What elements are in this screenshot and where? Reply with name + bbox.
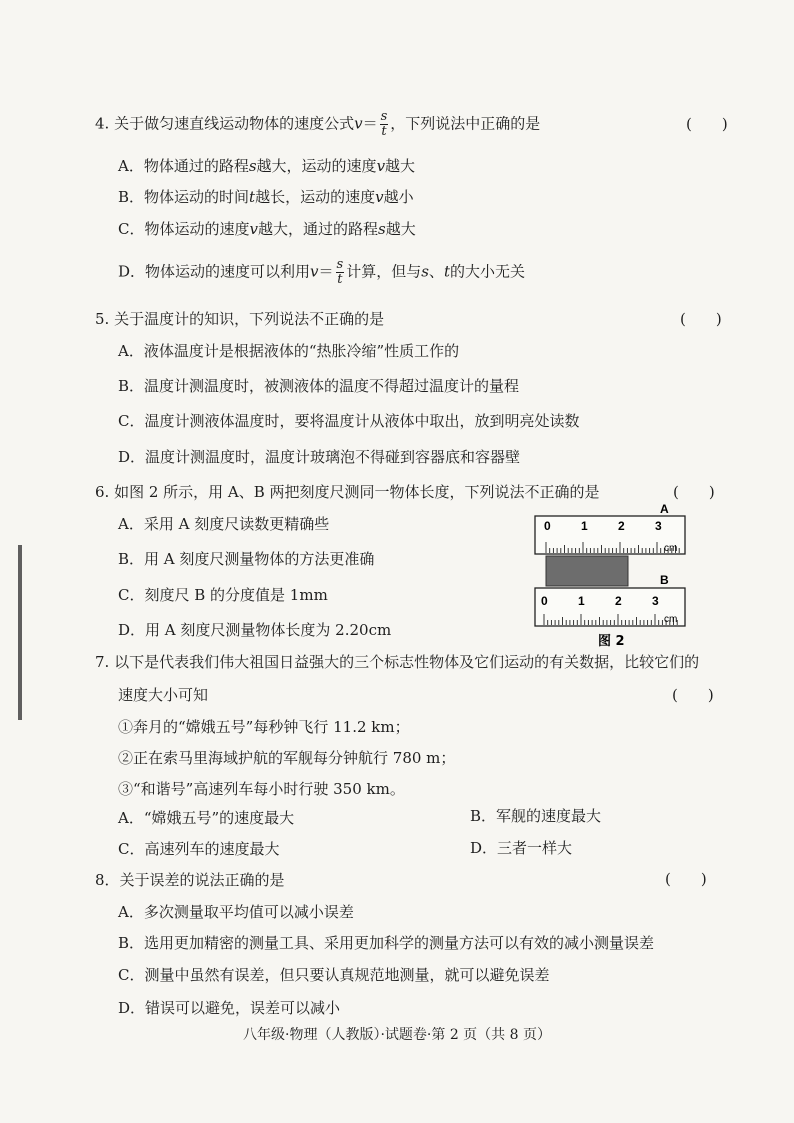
q7-item-2: ②正在索马里海域护航的军舰每分钟航行 780 m； <box>118 749 456 767</box>
q7-option-b: B．军舰的速度最大 <box>470 807 602 825</box>
figure-2-rulers <box>530 500 695 650</box>
q8-option-a: A．多次测量取平均值可以减小误差 <box>118 903 354 921</box>
q8-option-b: B．选用更加精密的测量工具、采用更加科学的测量方法可以有效的减小测量误差 <box>118 934 655 952</box>
ruler-a-label: A <box>660 502 669 516</box>
ruler-b-tick-0: 0 <box>541 594 548 608</box>
q4-option-b: B．物体运动的时间t越长，运动的速度v越小 <box>118 188 414 206</box>
q5-option-a: A．液体温度计是根据液体的“热胀冷缩”性质工作的 <box>118 342 460 360</box>
q7-stem-line1: 7. 以下是代表我们伟大祖国日益强大的三个标志性物体及它们运动的有关数据，比较它们的 <box>95 653 700 671</box>
q4-answer-bracket: ( ) <box>686 115 728 133</box>
q7-option-d: D．三者一样大 <box>470 839 573 857</box>
ruler-a-tick-0: 0 <box>544 519 551 533</box>
q4-option-c: C．物体运动的速度v越大，通过的路程s越大 <box>118 220 416 238</box>
q7-item-3: ③“和谐号”高速列车每小时行驶 350 km。 <box>118 780 405 798</box>
q6-answer-bracket: ( ) <box>673 483 715 501</box>
q4-d-fraction: $\frac{s}{t}$ <box>336 257 344 287</box>
ruler-a-tick-2: 2 <box>618 519 625 533</box>
ruler-b-tick-3: 3 <box>652 594 659 608</box>
q6-stem: 6. 如图 2 所示，用 A、B 两把刻度尺测同一物体长度，下列说法不正确的是 <box>95 483 600 501</box>
q5-answer-bracket: ( ) <box>680 310 722 328</box>
q5-option-c: C．温度计测液体温度时，要将温度计从液体中取出，放到明亮处读数 <box>118 412 580 430</box>
q6-option-c: C．刻度尺 B 的分度值是 1mm <box>118 586 328 604</box>
q4-option-d: D．物体运动的速度可以利用v＝ $\frac{s}{t}$ 计算，但与s、t的大小无关 <box>118 257 525 287</box>
q7-stem-line2: 速度大小可知 <box>118 686 209 704</box>
ruler-a-unit: cm <box>664 543 678 554</box>
q8-answer-bracket: ( ) <box>665 870 707 888</box>
page-footer: 八年级·物理（人教版）·试题卷·第 2 页（共 8 页） <box>243 1027 551 1043</box>
ruler-b-tick-2: 2 <box>615 594 622 608</box>
q7-option-c: C．高速列车的速度最大 <box>118 840 280 858</box>
q4-fraction: $\frac{s}{t}$ <box>380 109 388 139</box>
q6-option-d: D．用 A 刻度尺测量物体长度为 2.20cm <box>118 621 392 639</box>
q4-option-a: A．物体通过的路程s越大，运动的速度v越大 <box>118 157 416 175</box>
q8-option-d: D．错误可以避免，误差可以减小 <box>118 999 341 1017</box>
q5-option-d: D．温度计测温度时，温度计玻璃泡不得碰到容器底和容器壁 <box>118 448 521 466</box>
ruler-b-tick-1: 1 <box>578 594 585 608</box>
measured-object <box>546 556 628 586</box>
q7-answer-bracket: ( ) <box>672 686 714 704</box>
ruler-b-unit: cm <box>664 614 678 625</box>
q7-item-1: ①奔月的“嫦娥五号”每秒钟飞行 11.2 km； <box>118 718 410 736</box>
ruler-a-tick-1: 1 <box>581 519 588 533</box>
q8-stem: 8．关于误差的说法正确的是 <box>95 871 285 889</box>
ruler-b-label: B <box>660 573 669 587</box>
q4-stem: 4. 关于做匀速直线运动物体的速度公式v＝ $\frac{s}{t}$ ，下列说法中正确的是 <box>95 109 541 139</box>
q5-option-b: B．温度计测温度时，被测液体的温度不得超过温度计的量程 <box>118 377 520 395</box>
q5-stem: 5. 关于温度计的知识，下列说法不正确的是 <box>95 310 385 328</box>
q6-option-a: A．采用 A 刻度尺读数更精确些 <box>118 515 330 533</box>
q7-option-a: A．“嫦娥五号”的速度最大 <box>118 809 295 827</box>
ruler-a-tick-3: 3 <box>655 519 662 533</box>
scan-edge-mark <box>18 545 22 720</box>
q8-option-c: C．测量中虽然有误差，但只要认真规范地测量，就可以避免误差 <box>118 966 550 984</box>
figure-2-caption: 图 2 <box>598 634 625 649</box>
q6-option-b: B．用 A 刻度尺测量物体的方法更准确 <box>118 550 375 568</box>
